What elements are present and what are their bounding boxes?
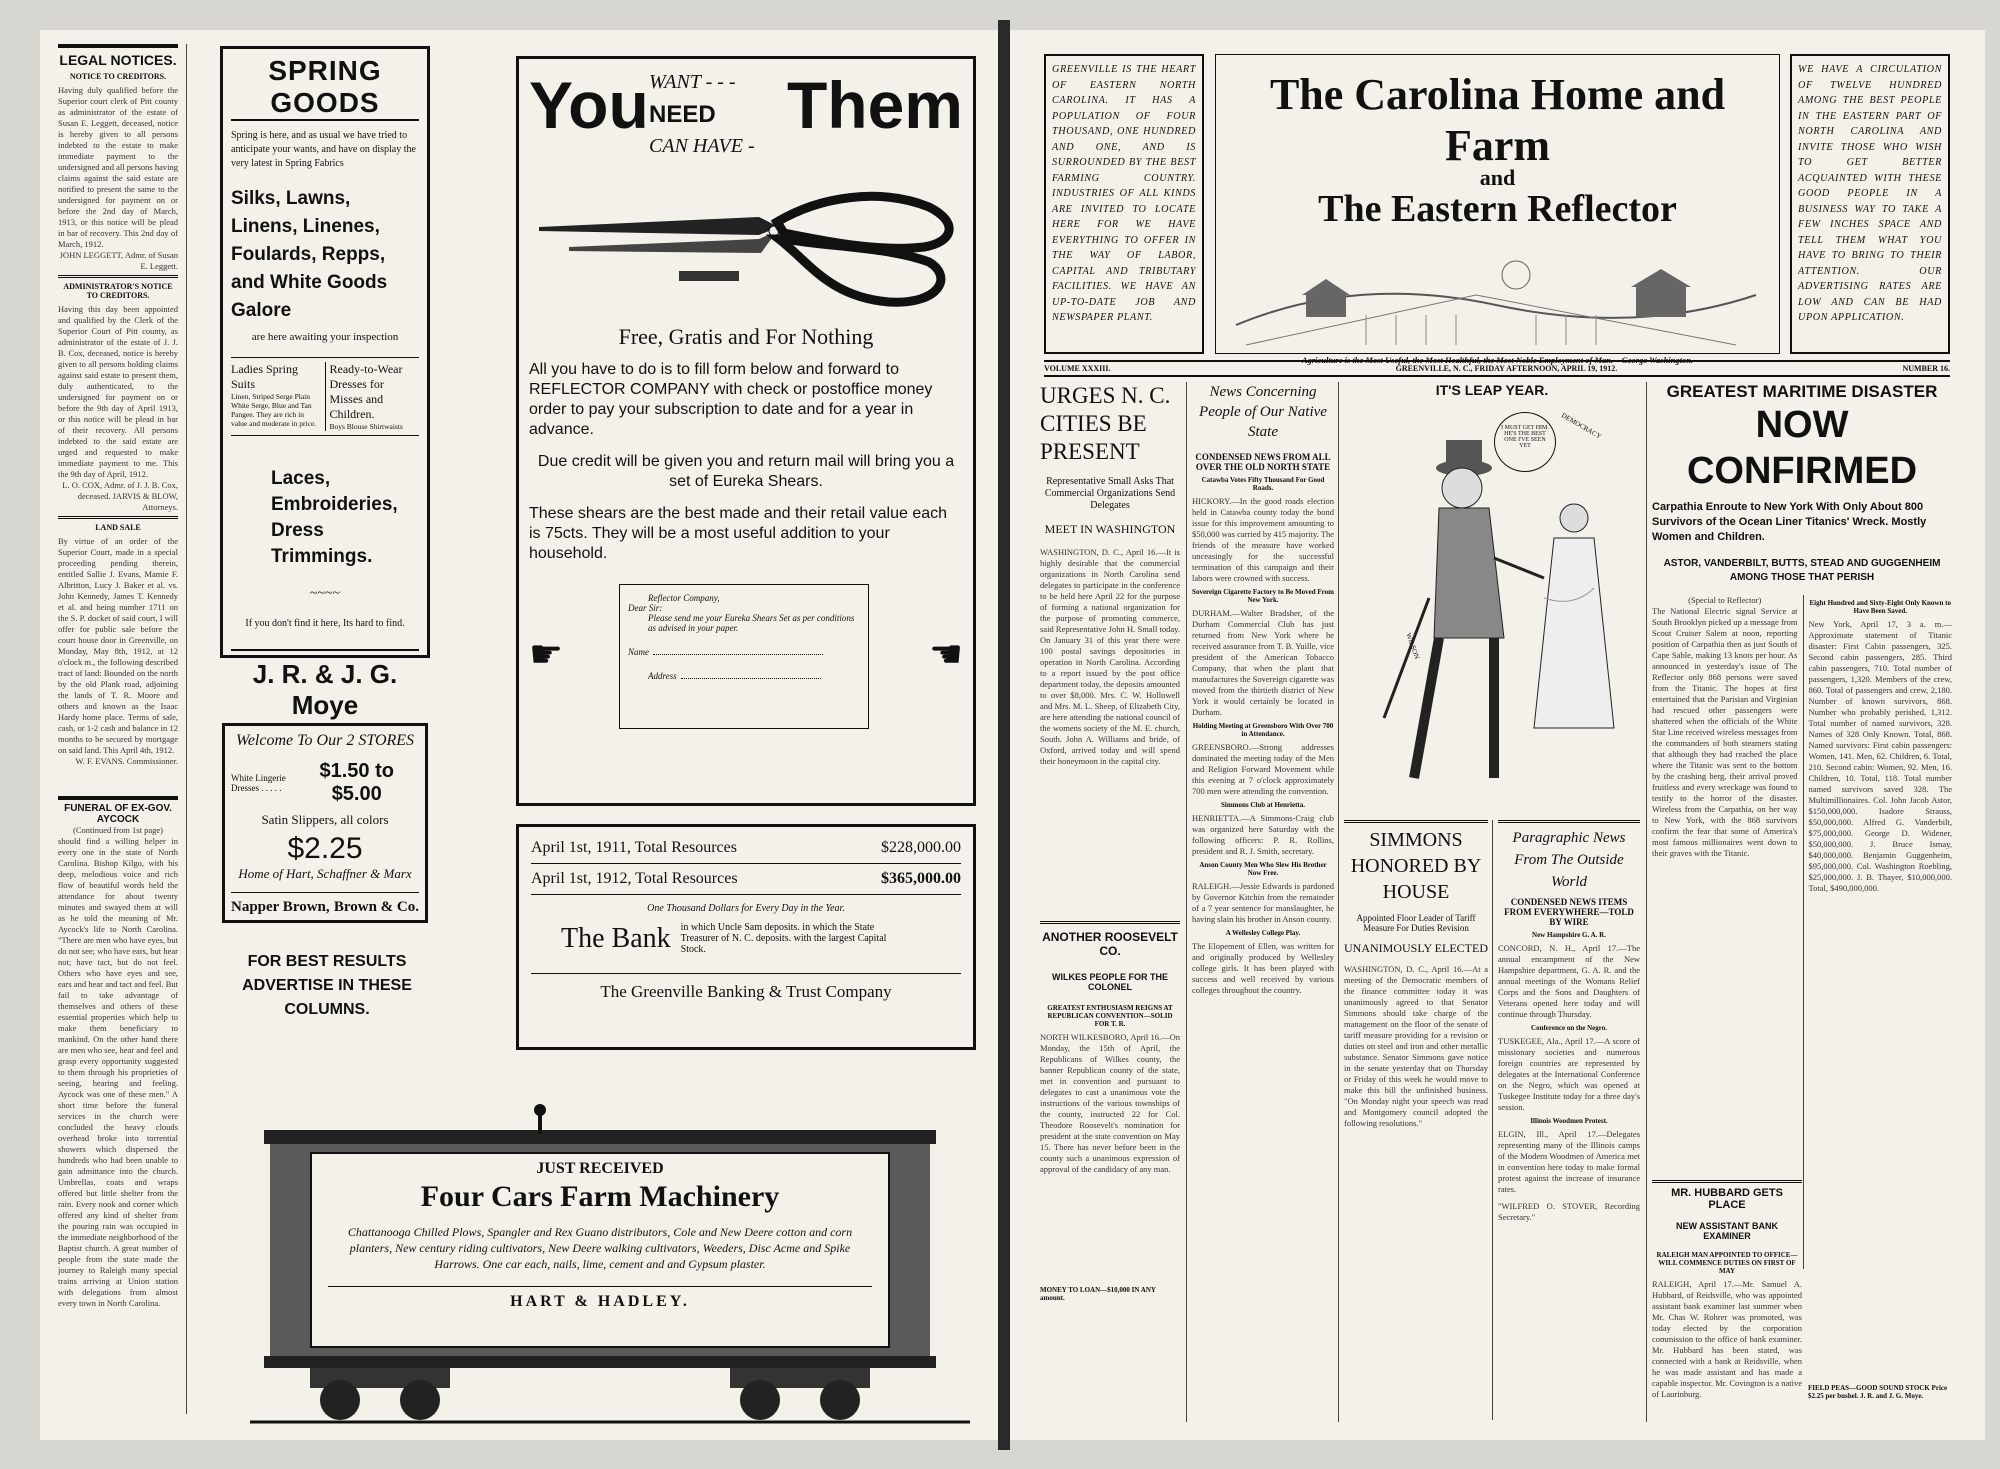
masthead-title-block bbox=[1215, 54, 1780, 365]
admin-notice-text: Having this day been appointed and qualified by the Clerk of the Superior Court of Pitt county, as administrator of the estate of J. J. B. Cox, deceased, notice is hereby given to all persons holding claims against said estate to present them, duly authenticated, to the undersigned for payment on or before the 9th day of April 1913, or this notice will be plead in bar of their recovery. All persons indebted to the said estate are urged and requested to make immediate payment to me. This the 9th day of April, 1912. bbox=[58, 304, 178, 479]
urges-text: WASHINGTON, D. C., April 16.—It is highly desirable that the commercial organizations in North Carolina send delegates to participate in the conference to be held here April 22 for the purpose of forming a national organization for the purpose of promoting commerce, said Representative John H. Small today. On January 31 of this year there were 100 postal savings depositories in operation in North Carolina. According to a report issued by the post office department today, the deposits amounted to over $8,000. Mrs. C. W. Hollowell and Mrs. M. L. Sheep, of Elizabeth City, are here attending the national council of the womens society of the M. E. church, South. John A. Williams and bride, of Oxford, arrived today and will spend their honeymoon in the capital city. bbox=[1040, 547, 1180, 766]
bank-name: The Greenville Banking & Trust Company bbox=[531, 973, 961, 1002]
greenville-intro: GREENVILLE IS THE HEART OF EASTERN NORTH CAROLINA. IT HAS A POPULATION OF FOUR THOUSAND, ONE HUNDRED AND ONE, AND IS SURROUNDED BY THE BEST FARMING COUNTRY. INDUSTRIES OF ALL KINDS ARE INVITED TO LOCATE HERE FOR WE HAVE EVERYTHING TO OFFER IN THE WAY OF LABOR, CAPITAL AND TRIBUTARY FACILITIES. WE HAVE AN UP-TO-DATE JOB AND NEWSPAPER PLANT. bbox=[1052, 64, 1196, 323]
special-to-reflector: (Special to Reflector) bbox=[1688, 595, 1762, 605]
issue-number: NUMBER 16. bbox=[1902, 364, 1950, 373]
gar-text: CONCORD, N. H., April 17.—The annual encampment of the New Hampshire department, G. A. R. and the annual meetings of the Womans Relief Corps and the Sons and Daughters of Veterans opened here today and will continue through Thursday. bbox=[1498, 943, 1640, 1019]
ladies-suits-title: Ladies Spring Suits bbox=[231, 362, 298, 391]
state-news-headline: News Concerning People of Our Native State bbox=[1199, 384, 1327, 440]
hubbard-deck: NEW ASSISTANT BANK EXAMINER bbox=[1676, 1221, 1778, 1241]
funeral-text: should find a willing helper in every one in the state of North Carolina. Bishop Kilgo, with his deep, melodious voice and rich flow of beautiful words held the attendance for about twenty minutes and swayed them at will as he told the meaning of Mr. Aycock's life to North Carolina. "There are men who have eyes, but do not see; who have ears, but hear not; have tact, but do not feel. Others who have eyes and see, ears and hear and tact and feel. But fail to take advantage of themselves and others of these essential properties which help to make them beneficiary to mankind. On the other hand there are men who see, hear and feel and grasp every opportunity suggested to them through his proprieties of seeing, hearing and feeling. Aycock was one of these men." A short time before the funeral services in the church were concluded the heavy clouds overhead broke into torrential showers which dispersed the hundreds who had been unable to gain admittance into the church. Umbrellas, coats and wraps offered but little shelter from the rain. Every nook and corner which offered any kind of shelter from the pouring rain was occupied in the immediate neighborhood of the Baptist church. A great number of people from the state made the journey to Raleigh many special trains arriving at Union station with delegations from almost every town in North Carolina. bbox=[58, 836, 178, 1308]
anson-text: RALEIGH.—Jessie Edwards is pardoned by Governor Kitchin from the remainder of a 7 year sentence for manslaughter, he having slain his brother in Anson county. bbox=[1192, 881, 1334, 924]
welcome-title: Welcome To Our 2 STORES bbox=[235, 732, 415, 749]
masthead-title-1: The Carolina Home and Farm bbox=[1269, 70, 1726, 170]
form-name-label: Name bbox=[628, 647, 649, 657]
titanic-subhead: ASTOR, VANDERBILT, BUTTS, STEAD AND GUGGENHEIM AMONG THOSE THAT PERISH bbox=[1663, 558, 1941, 583]
napper-brown: Napper Brown, bbox=[231, 899, 330, 915]
paragraphic-headline: Paragraphic News From The Outside World bbox=[1512, 830, 1626, 890]
urges-deck: Representative Small Asks That Commercial Organizations Send Delegates bbox=[1044, 476, 1176, 511]
cartoon-title: IT'S LEAP YEAR. bbox=[1435, 382, 1549, 398]
spring-goods-title: SPRING GOODS bbox=[231, 55, 419, 121]
just-received: JUST RECEIVED bbox=[536, 1160, 664, 1177]
shears-paragraph-2: Due credit will be given you and return mail will bring you a set of Eureka Shears. bbox=[537, 453, 955, 490]
machinery-title: Four Cars Farm Machinery bbox=[420, 1180, 780, 1213]
lingerie-label: White Lingerie Dresses . . . . . bbox=[231, 773, 286, 793]
urges-subhead: MEET IN WASHINGTON bbox=[1044, 522, 1176, 536]
admin-notice-title: ADMINISTRATOR'S NOTICE TO CREDITORS. bbox=[63, 282, 173, 300]
form-body: Please send me your Eureka Shears Set as per conditions as advised in your paper. bbox=[648, 613, 855, 633]
woodmen-text: ELGIN, Ill., April 17.—Delegates representing many of the Illinois camps of the Modern Woodmen of America met in convention here today to make formal protest against the increase of insurance rates. bbox=[1498, 1129, 1640, 1194]
wellesley-headline: A Wellesley College Play. bbox=[1225, 929, 1301, 937]
greensboro-headline: Holding Meeting at Greensboro With Over 700 in Attendance. bbox=[1192, 722, 1334, 738]
them-word: Them bbox=[786, 68, 963, 142]
hubbard-subhead: RALEIGH MAN APPOINTED TO OFFICE—WILL COMMENCE DUTIES ON FIRST OF MAY bbox=[1656, 1251, 1798, 1275]
bank-row-1912-value: $365,000.00 bbox=[881, 870, 961, 887]
column-divider bbox=[1338, 382, 1339, 1422]
anson-headline: Anson County Men Who Slew His Brother Now Free. bbox=[1199, 861, 1327, 877]
spring-goods-awaiting: are here awaiting your inspection bbox=[251, 331, 399, 343]
simmons-deck: Appointed Floor Leader of Tariff Measure For Duties Revision bbox=[1356, 913, 1476, 933]
dateline: GREENVILLE, N. C., FRIDAY AFTERNOON, APRIL 19, 1912. bbox=[1395, 364, 1618, 373]
machinery-sign bbox=[310, 1152, 890, 1348]
page-spine bbox=[998, 20, 1010, 1450]
bank-row-1912-label: April 1st, 1912, Total Resources bbox=[531, 870, 738, 887]
survivors-statistics: New York, April 17, 3 a. m.—Approximate statement of Titanic disaster: First Cabin passengers, 325. Second cabin passengers, 285. Third cabin passengers, 710. Total number of passengers, 1,320. Members of the crew, 860. Total of passengers and crew, 2,180. Number of known survivors, 868. Number who probably perished, 1,312. Total number of named survivors, 328. Names of 328 Only Known. Total, 868. Named survivors: First cabin passengers: Women, 141. Men, 62. Children, 6. Total, 210. Second cabin: Women, 92. Men, 16. Children, 10. Total, 118. Total number named survivors saved 328. The Multimillionaires. Col. John Jacob Astor, $150,000,000. Isadore Strauss, $50,000,000. Alfred G. Vanderbilt, $75,000,000. George D. Widener, $50,000,000. J. Bruce Ismay, $40,000,000. Benjamin Guggenheim, $95,000,000. Col. Washington Roebling, $25,000,000. J. B. Thayer, $10,000,000. Total, $490,000,000. bbox=[1808, 619, 1952, 893]
masthead-title-2: The Eastern Reflector bbox=[1318, 188, 1677, 230]
slippers-price: $2.25 bbox=[287, 832, 363, 865]
masthead-motto: Agriculture is the Most Useful, the Most Healthful, the Most Noble Employment of Man.—George Washington. bbox=[1301, 355, 1694, 365]
ready-to-wear-title: Ready-to-Wear Dresses for Misses and Children. bbox=[329, 362, 403, 421]
order-form[interactable] bbox=[619, 584, 869, 729]
spring-goods-intro: Spring is here, and as usual we have tried to anticipate your wants, and have on display the very latest in Spring Fabrics bbox=[231, 130, 416, 169]
notice-creditors-sign: JOHN LEGGETT, Admr. of Susan E. Leggett. bbox=[59, 250, 178, 271]
hubbard-text: RALEIGH, April 17.—Mr. Samuel A. Hubbard, of Reidsville, who was appointed assistant bank examiner last summer when Mr. Chas W. Rohrer was promoted, was today elected by the corporation commission to the office of bank examiner. Mr. Hubbard has been stated, was connected with a bank at Reidsville, when he was made assistant and has made a capable inspector. Mr. Covington is a native of Laurinburg. bbox=[1652, 1279, 1802, 1399]
farm-landscape-illustration bbox=[1216, 235, 1779, 355]
ladies-suits-text: Linen, Striped Serge Plain White Serge, Blue and Tan Pangee. They are rich in value and moderate in price. bbox=[231, 392, 317, 428]
funeral-column bbox=[58, 796, 178, 1444]
hart-schaffner: Home of Hart, Schaffner & Marx bbox=[238, 866, 412, 881]
shears-paragraph-1: All you have to do is to fill form below and forward to REFLECTOR COMPANY with check or postoffice money order to pay your subscription to date and for a year in advance. bbox=[529, 361, 933, 438]
you-word: You bbox=[529, 68, 649, 142]
lingerie-price: $1.50 to $5.00 bbox=[319, 760, 394, 805]
spring-goods-ad bbox=[220, 46, 430, 720]
simmons-subhead: UNANIMOUSLY ELECTED bbox=[1344, 941, 1489, 955]
volume-label: VOLUME XXXIII. bbox=[1044, 364, 1111, 373]
titanic-kicker: GREATEST MARITIME DISASTER bbox=[1666, 382, 1938, 401]
column-divider bbox=[1186, 382, 1187, 1422]
state-news-article bbox=[1192, 382, 1334, 996]
hubbard-headline: MR. HUBBARD GETS PLACE bbox=[1671, 1187, 1783, 1211]
machinery-text: Chattanooga Chilled Plows, Spangler and Rex Guano distributors, Cole and New Deere cotton and corn planters, New century riding cultivators, New Deere walking cultivators, Weeders, Disc Acme and Spike Harrows. One car each, nails, lime, cement and and Gypsum plaster. bbox=[347, 1225, 853, 1271]
want-word: WANT - - - bbox=[649, 71, 736, 93]
brown-co: Brown & Co. bbox=[333, 899, 419, 915]
titanic-headline: NOW CONFIRMED bbox=[1686, 404, 1918, 492]
welcome-stores-ad bbox=[222, 723, 428, 923]
ornament-divider: ~~~~ bbox=[309, 586, 341, 601]
spring-goods-silks: Silks, Lawns, Linens, Linenes, Foulards, Repps, and White Goods Galore bbox=[231, 188, 388, 321]
land-sale-title: LAND SALE bbox=[95, 523, 141, 532]
right-newspaper-page bbox=[1010, 30, 1985, 1440]
henrietta-headline: Simmons Club at Henrietta. bbox=[1221, 801, 1305, 809]
titanic-deck: Carpathia Enroute to New York With Only About 800 Survivors of the Ocean Liner Titanics' Wreck. Mostly Women and Children. bbox=[1652, 501, 1927, 543]
slippers-label: Satin Slippers, all colors bbox=[261, 812, 389, 827]
land-sale-sign: W. F. EVANS. Commissioner. bbox=[75, 756, 178, 766]
form-to: Reflector Company, bbox=[648, 593, 720, 603]
form-address-label: Address bbox=[648, 671, 677, 681]
column-divider bbox=[1492, 820, 1493, 1420]
catawba-text: HICKORY.—In the good roads election held in Catawba county today the bond issue for this improvement amounting to $50,000 was carried by 415 majority. The friends of the measure have worked unceasingly for the successful termination of this campaign and their labors were crowned with success. bbox=[1192, 496, 1334, 583]
moye-merchant: J. R. & J. G. Moye bbox=[231, 649, 419, 721]
masthead-left-box bbox=[1044, 54, 1204, 354]
pointing-hand-icon: ☛ bbox=[529, 634, 564, 676]
titanic-article bbox=[1652, 382, 1952, 1269]
titanic-text: The National Electric signal Service at South Brooklyn picked up a message from Scout Cruiser Salem at noon, reporting position of Carpathia then as just South of Cape Sable, making 13 knots per hour. As announced in yesterday's issue of The Reflector only 868 persons were saved from the Titanic. The hopes at first entertained that the Parisian and Virginian had rescued other passengers were shattered when the officials of the White Star Line received wireless messages from the commanders of both steamers stating that although they had reached the place where the Titanic was sent to the bottom by the crashing berg, their arrival proved fruitless and every wreckage was found to testify to the horror of the disaster. Wireless from the Carpathia, on her way to New York, with the 868 survivors confirm the fear that some of America's most famous millionaires went down to their graves with the Titanic. bbox=[1652, 606, 1798, 858]
funeral-continued: (Continued from 1st page) bbox=[73, 825, 163, 835]
hubbard-article bbox=[1652, 1180, 1802, 1399]
circulation-intro: WE HAVE A CIRCULATION OF TWELVE HUNDRED AMONG THE BEST PEOPLE IN THE EASTERN PART OF NORTH CAROLINA AND INVITE THOSE WHO WISH TO GET BETTER ACQUAINTED WITH THESE GOOD PEOPLE IN A BUSINESS WAY TO TAKE A FEW INCHES SPACE AND TELL THEM WHAT YOU HAVE TO BRING TO THEIR ATTENTION. OUR ADVERTISING RATES ARE LOW AND CAN BE HAD UPON APPLICATION. bbox=[1798, 64, 1942, 323]
bank-row-1911-value: $228,000.00 bbox=[881, 839, 961, 856]
dateline-bar bbox=[1044, 360, 1950, 377]
sovereign-headline: Sovereign Cigarette Factory to Be Moved From New York. bbox=[1192, 588, 1334, 604]
speech-bubble: I MUST GET HIM. HE'S THE BEST ONE I'VE SEEN YET bbox=[1494, 412, 1556, 472]
roosevelt-subhead: GREATEST ENTHUSIASM REIGNS AT REPUBLICAN CONVENTION—SOLID FOR T. R. bbox=[1047, 1004, 1173, 1028]
masthead-title-and: and bbox=[1479, 165, 1516, 190]
sovereign-text: DURHAM.—Walter Bradsher, of the Durham Commercial Club has just returned from New York where he received assurance from T. B. Yuille, vice president of the American Tobacco Company, that when the plant that manufactures the Sovereign cigarette was moved from the thirtieth district of New York it would certainly be located in Durham. bbox=[1192, 608, 1334, 717]
notice-creditors-title: NOTICE TO CREDITORS. bbox=[69, 72, 167, 81]
farm-machinery-ad bbox=[250, 1100, 970, 1430]
hart-hadley: HART & HADLEY. bbox=[328, 1286, 872, 1311]
survivors-box-title: Eight Hundred and Sixty-Eight Only Known to Have Been Saved. bbox=[1809, 599, 1951, 615]
bank-ad bbox=[516, 824, 976, 1050]
paragraphic-deck: CONDENSED NEWS ITEMS FROM EVERYWHERE—TOLD BY WIRE bbox=[1504, 897, 1634, 927]
woodmen-headline: Illinois Woodmen Protest. bbox=[1530, 1117, 1608, 1125]
advertise-banner: FOR BEST RESULTS ADVERTISE IN THESE COLUMNS. bbox=[242, 953, 412, 1018]
funeral-title: FUNERAL OF EX-GOV. AYCOCK bbox=[64, 803, 172, 825]
roosevelt-text: NORTH WILKESBORO, April 16.—On Monday, the 15th of April, the Republicans of Wilkes county, the banner Republican county of the state, met in convention and pursuant to delegates to cast a unanimous vote the instructions of the various townships of the county, instructed 22 for Col. Theodore Roosevelt's nomination for president at the state convention on May 15. There has never before been in the county such a unanimous expression of approval of the candidacy of any man. bbox=[1040, 1032, 1180, 1174]
stover-signature: "WILFRED O. STOVER, Recording Secretary." bbox=[1498, 1201, 1640, 1222]
catawba-headline: Catawba Votes Fifty Thousand For Good Roads. bbox=[1201, 476, 1325, 492]
field-peas-ad bbox=[1808, 1380, 1952, 1404]
can-have-word: CAN HAVE - bbox=[649, 135, 755, 157]
urges-article bbox=[1040, 382, 1180, 1306]
roosevelt-deck: WILKES PEOPLE FOR THE COLONEL bbox=[1051, 972, 1168, 992]
spring-goods-tagline: If you don't find it here, Its hard to find. bbox=[245, 618, 405, 629]
the-bank-text: in which Uncle Sam deposits. in which the State Treasurer of N. C. deposits. with the largest Capital Stock. bbox=[680, 922, 887, 955]
field-peas-text: FIELD PEAS—GOOD SOUND STOCK Price $2.25 per bushel. J. R. and J. G. Moye. bbox=[1808, 1384, 1948, 1400]
admin-notice-sign: L. O. COX, Admr. of J. J. B. Cox, deceased. JARVIS & BLOW, Attorneys. bbox=[62, 480, 178, 512]
paragraphic-article bbox=[1498, 820, 1640, 1223]
spring-goods-laces: Laces, Embroideries, Dress Trimmings. bbox=[271, 468, 398, 567]
bank-motto: One Thousand Dollars for Every Day in the Year. bbox=[647, 903, 845, 914]
wellesley-text: The Elopement of Ellen, was written for and originally produced by Wellesley college girls. It has been played with success and well received by various colleges throughout the country. bbox=[1192, 941, 1334, 995]
column-divider bbox=[186, 44, 187, 1414]
form-address-field[interactable] bbox=[681, 678, 821, 679]
land-sale-text: By virtue of an order of the Superior Court, made in a special proceeding pending therein, entitled Sallie J. Evans, Mamie F. Albritton, Lucy J. Baker et al. vs. John Kennedy, James T. Kennedy et al. and being number 1711 on the S. P. docket of said court, I will offer for public sale before the court house door in Greenville, on Monday, May 8th, 1912, at 12 o'clock m., the following described tract of land: Bounded on the north by the old Plank road, adjoining the lands of T. R. Moore and others and known as the Isaac Hardy home place. Terms of sale, cash, or 1-2 cash and balance in 12 months to be secured by mortgage on said land. This April 4th, 1912. bbox=[58, 536, 178, 755]
cartoon-label-democracy: DEMOCRACY bbox=[1559, 411, 1603, 441]
money-to-loan: MONEY TO LOAN—$10,000 IN ANY amount. bbox=[1040, 1286, 1156, 1302]
the-bank-word: The Bank bbox=[561, 922, 671, 954]
notice-creditors-text: Having duly qualified before the Superior court clerk of Pitt county as administrator of the estate of Susan E. Leggett, deceased, notice is hereby given to all persons indebted to the estate to make immediate payment to the undersigned and all persons having claims against the said estate are notified to present the same to the undersigned for payment on or before the 2nd day of March, 1913, or this notice will be plead in bar of recovery. This 2nd day of March, 1912. bbox=[58, 85, 178, 249]
henrietta-text: HENRIETTA.—A Simmons-Craig club was organized here Saturday with the following officers: P. R. Rollins, president and R. J. Smith, secretary. bbox=[1192, 813, 1334, 856]
urges-headline: URGES N. C. CITIES BE PRESENT bbox=[1040, 383, 1171, 464]
cartoon-illustration bbox=[1344, 398, 1640, 798]
state-news-deck: CONDENSED NEWS FROM ALL OVER THE OLD NORTH STATE bbox=[1195, 452, 1331, 472]
form-name-field[interactable] bbox=[653, 654, 823, 655]
scissors-illustration bbox=[529, 167, 965, 317]
left-newspaper-page bbox=[40, 30, 998, 1440]
greensboro-text: GREENSBORO.—Strong addresses dominated the meeting today of the Men and Religion Forward Movement while this evening at 7 o'clock approximately 700 men were attending the convention. bbox=[1192, 742, 1334, 796]
gar-headline: New Hampshire G. A. R. bbox=[1532, 931, 1606, 939]
cartoon-label-wilson: WILSON bbox=[1404, 631, 1422, 661]
roosevelt-headline: ANOTHER ROOSEVELT CO. bbox=[1042, 930, 1178, 958]
bank-row-1911-label: April 1st, 1911, Total Resources bbox=[531, 839, 737, 856]
masthead-right-box bbox=[1790, 54, 1950, 354]
pointing-hand-icon: ☛ bbox=[928, 634, 963, 676]
simmons-headline: SIMMONS HONORED BY HOUSE bbox=[1350, 829, 1482, 903]
free-gratis-heading: Free, Gratis and For Nothing bbox=[618, 324, 874, 349]
ready-to-wear-text: Boys Blouse Shirtwaists bbox=[329, 422, 403, 431]
legal-notices-title: LEGAL NOTICES. bbox=[59, 52, 177, 68]
shears-ad bbox=[516, 56, 976, 806]
need-word: NEED bbox=[649, 101, 716, 128]
simmons-text: WASHINGTON, D. C., April 16.—At a meeting of the Democratic members of the finance committee today it was unanimously agreed to that Senator Simmons should take charge of the management on the floor of the senate of tariff measure providing for a revision or duties on steel and iron and other metallic substance. Senator Simmons gave notice in the senate yesterday that on Thursday or Friday of this week he would move to make this bill the unfinished business. "On Monday night your speech was read and Montgomery council adopted the following resolutions." bbox=[1344, 964, 1488, 1128]
spring-goods-subsection bbox=[231, 357, 419, 436]
leap-year-cartoon bbox=[1344, 382, 1640, 812]
negro-conference-text: TUSKEGEE, Ala., April 17.—A score of missionary societies and numerous foreign countries are represented by delegates at the International Conference on the Negro, which was opened at Tuskegee Institute today for a three day's session. bbox=[1498, 1036, 1640, 1112]
negro-conference-headline: Conference on the Negro. bbox=[1531, 1024, 1607, 1032]
form-salutation: Dear Sir: bbox=[628, 603, 663, 613]
column-divider bbox=[1646, 382, 1647, 1422]
shears-paragraph-3: These shears are the best made and their retail value each is 75cts. They will be a most useful addition to your household. bbox=[529, 505, 948, 562]
simmons-article bbox=[1344, 820, 1488, 1424]
legal-notices-column bbox=[58, 44, 178, 767]
